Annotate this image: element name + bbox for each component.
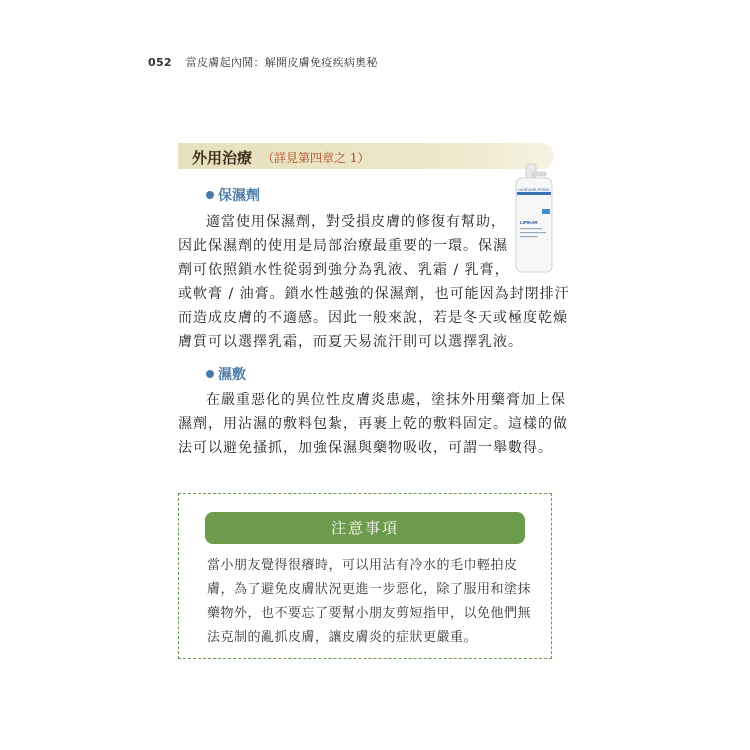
section-title: 外用治療 bbox=[192, 149, 253, 167]
paragraph-line: 劑可依照鎖水性從弱到強分為乳液、乳霜 / 乳膏， bbox=[178, 262, 510, 278]
notice-line: 法克制的亂抓皮膚，讓皮膚炎的症狀更嚴重。 bbox=[207, 630, 478, 645]
bottle-stripe bbox=[517, 192, 551, 195]
bottle-product-name: LIPIKAR bbox=[520, 220, 538, 225]
running-header bbox=[148, 54, 378, 70]
bullet-dot-icon bbox=[206, 370, 214, 378]
bottle-nozzle bbox=[532, 172, 546, 176]
notice-title: 注意事項 bbox=[205, 512, 525, 544]
paragraph-line: 法可以避免搔抓，加強保濕與藥物吸收，可謂一舉數得。 bbox=[178, 440, 553, 456]
page-number: 052 bbox=[148, 56, 172, 69]
notice-line: 藥物外，也不要忘了要幫小朋友剪短指甲，以免他們無 bbox=[207, 606, 532, 621]
subheading-moisturizer bbox=[206, 185, 260, 205]
paragraph-line: 在嚴重惡化的異位性皮膚炎患處，塗抹外用藥膏加上保 bbox=[206, 392, 566, 408]
bottle-text-line bbox=[520, 228, 542, 229]
moisturizer-paragraph-cont bbox=[178, 234, 570, 354]
paragraph-line: 膚質可以選擇乳霜，而夏天易流汗則可以選擇乳液。 bbox=[178, 334, 523, 350]
bullet-dot-icon bbox=[206, 191, 214, 199]
moisturizer-paragraph bbox=[206, 210, 506, 234]
wet-wrap-paragraph-cont bbox=[178, 412, 568, 460]
book-title: 當皮膚起內鬨：解開皮膚免疫疾病奧秘 bbox=[185, 56, 378, 69]
section-title-bar bbox=[178, 143, 554, 169]
wet-wrap-paragraph bbox=[206, 388, 566, 412]
notice-text bbox=[207, 554, 531, 650]
notice-line: 當小朋友覺得很癢時，可以用沾有冷水的毛巾輕拍皮 bbox=[207, 558, 518, 573]
bottle-badge bbox=[542, 209, 550, 214]
bottle-brand: LA ROCHE-POSAY bbox=[518, 188, 550, 192]
notice-box bbox=[178, 493, 552, 659]
subheading-wet-wrap bbox=[206, 364, 246, 384]
paragraph-line: 適當使用保濕劑，對受損皮膚的修復有幫助， bbox=[206, 214, 506, 230]
paragraph-line: 或軟膏 / 油膏。鎖水性越強的保濕劑，也可能因為封閉排汗 bbox=[178, 286, 570, 302]
paragraph-line: 而造成皮膚的不適感。因此一般來說，若是冬天或極度乾燥 bbox=[178, 310, 568, 326]
subheading-text: 保濕劑 bbox=[218, 188, 260, 204]
subheading-text: 濕敷 bbox=[218, 367, 246, 383]
paragraph-line: 濕劑，用沾濕的敷料包紮，再裹上乾的敷料固定。這樣的做 bbox=[178, 416, 568, 432]
notice-line: 膚，為了避免皮膚狀況更進一步惡化，除了服用和塗抹 bbox=[207, 582, 532, 597]
section-reference: （詳見第四章之 1） bbox=[262, 151, 370, 165]
paragraph-line: 因此保濕劑的使用是局部治療最重要的一環。保濕 bbox=[178, 238, 508, 254]
